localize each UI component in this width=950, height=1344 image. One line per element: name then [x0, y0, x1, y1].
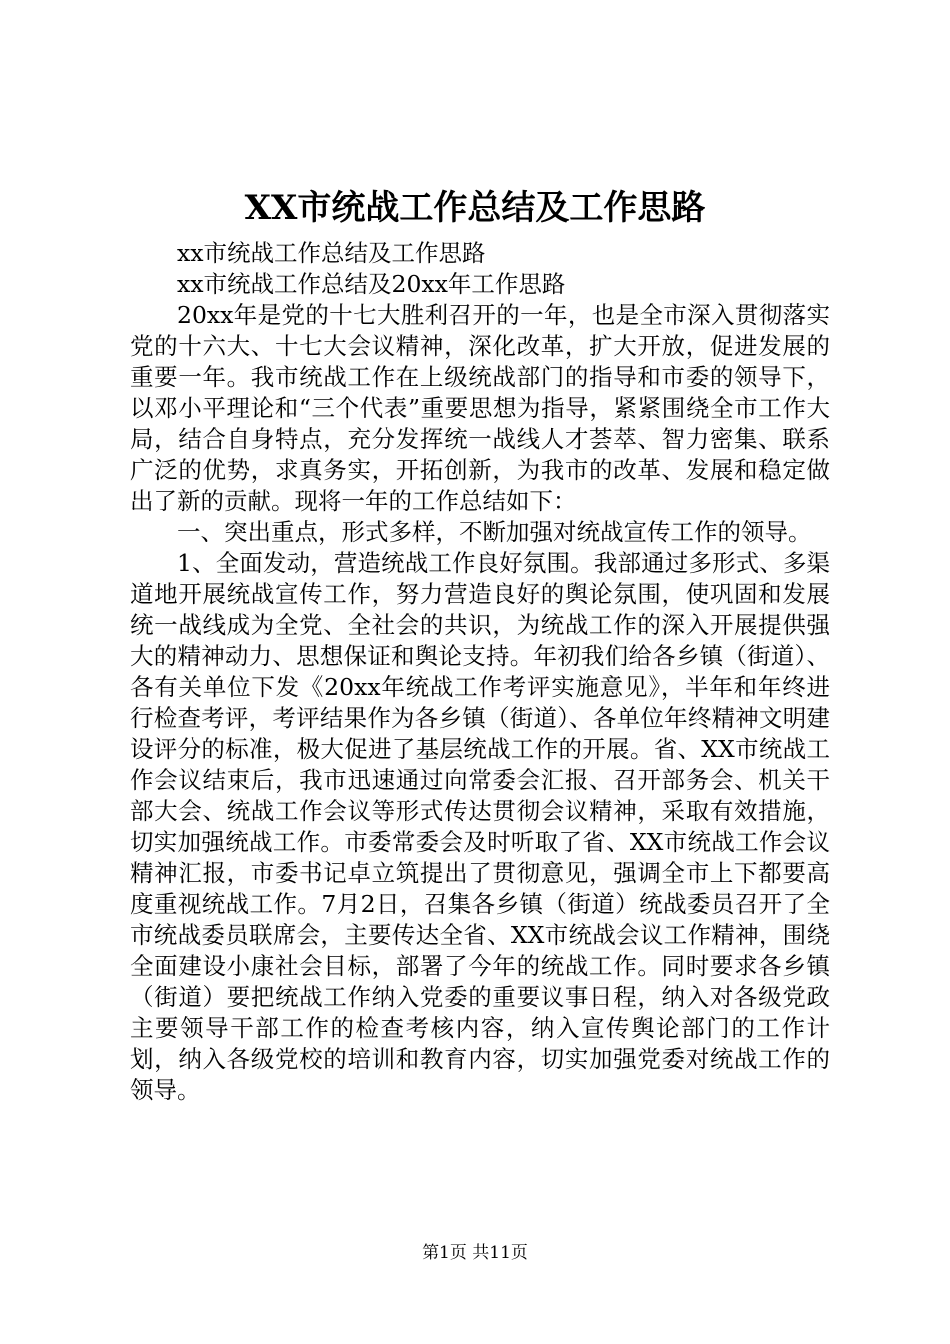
paragraph: 1、全面发动，营造统战工作良好氛围。我部通过多形式、多渠道地开展统战宣传工作，努力营造良好的舆论氛围，使巩固和发展统一战线成为全党、全社会的共识，为统战工作的深入开展提供强大的精神动力、思想保证和舆论支持。年初我们给各乡镇（街道）、各有关单位下发《20xx年统战工作考评实施意见》，半年和年终进行检查考评，考评结果作为各乡镇（街道）、各单位年终精神文明建设评分的标准，极大促进了基层统战工作的开展。省、XX市统战工作会议结束后，我市迅速通过向常委会汇报、召开部务会、机关干部大会、统战工作会议等形式传达贯彻会议精神，采取有效措施，切实加强统战工作。市委常委会及时听取了省、XX市统战工作会议精神汇报，市委书记卓立筑提出了贯彻意见，强调全市上下都要高度重视统战工作。7月2日，召集各乡镇（街道）统战委员召开了全市统战委员联席会，主要传达全省、XX市统战会议工作精神，围绕全面建设小康社会目标，部署了今年的统战工作。同时要求各乡镇（街道）要把统战工作纳入党委的重要议事日程，纳入对各级党政主要领导干部工作的检查考核内容，纳入宣传舆论部门的工作计划，纳入各级党校的培训和教育内容，切实加强党委对统战工作的领导。 — [130, 549, 830, 1104]
document-body — [130, 238, 830, 1106]
paragraph: 一、突出重点，形式多样，不断加强对统战宣传工作的领导。 — [177, 518, 812, 546]
page-title: XX市统战工作总结及工作思路 — [244, 188, 706, 228]
paragraph: 20xx年是党的十七大胜利召开的一年，也是全市深入贯彻落实党的十六大、十七大会议精神，深化改革，扩大开放，促进发展的重要一年。我市统战工作在上级统战部门的指导和市委的领导下，以邓小平理论和“三个代表”重要思想为指导，紧紧围绕全市工作大局，结合自身特点，充分发挥统一战线人才荟萃、智力密集、联系广泛的优势，求真务实，开拓创新，为我市的改革、发展和稳定做出了新的贡献。现将一年的工作总结如下： — [130, 301, 830, 515]
paragraph: xx市统战工作总结及20xx年工作思路 — [177, 270, 566, 298]
paragraph: xx市统战工作总结及工作思路 — [177, 239, 486, 267]
page-footer: 第1页 共11页 — [422, 1243, 528, 1263]
